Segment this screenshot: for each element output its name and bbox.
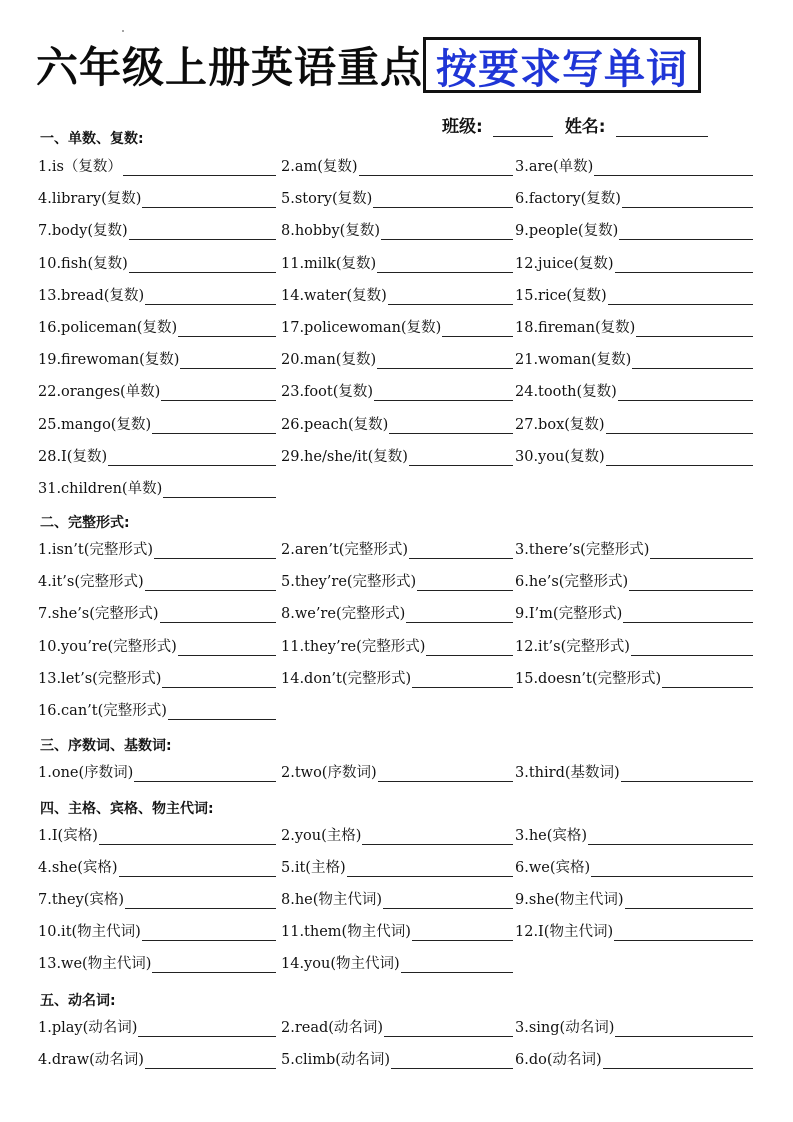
exercise-item: [515, 569, 753, 591]
exercise-row: [38, 823, 758, 847]
worksheet-title-boxed: 按要求写单词: [423, 37, 701, 93]
exercise-prompt: 3.sing(动名词): [515, 1020, 615, 1036]
answer-blank[interactable]: [373, 193, 513, 208]
exercise-item: [515, 251, 753, 273]
answer-blank[interactable]: [631, 641, 753, 656]
exercise-item: [38, 601, 276, 623]
section-heading: 四、主格、宾格、物主代词:: [40, 801, 214, 817]
exercise-item: [515, 412, 753, 434]
exercise-row: [38, 347, 758, 371]
exercise-prompt: 3.he(宾格): [515, 828, 588, 844]
exercise-prompt: 11.they’re(完整形式): [281, 638, 426, 655]
exercise-item: [515, 601, 753, 623]
exercise-prompt: 25.mango(复数): [38, 416, 152, 433]
exercise-prompt: 11.milk(复数): [281, 255, 377, 272]
exercise-prompt: 28.I(复数): [38, 448, 108, 465]
name-label: 姓名:: [564, 117, 606, 137]
exercise-prompt: 5.climb(动名词): [281, 1052, 391, 1068]
answer-blank[interactable]: [389, 419, 513, 434]
exercise-prompt: 14.water(复数): [281, 287, 387, 304]
exercise-prompt: 12.I(物主代词): [515, 924, 614, 940]
exercise-prompt: 4.draw(动名词): [38, 1052, 144, 1068]
exercise-row: [38, 154, 758, 178]
exercise-prompt: 9.she(物主代词): [515, 892, 624, 908]
exercise-item: [515, 823, 753, 845]
section-heading: 一、单数、复数:: [40, 131, 144, 147]
exercise-prompt: 3.there’s(完整形式): [515, 542, 650, 558]
answer-blank[interactable]: [119, 862, 276, 877]
exercise-prompt: 9.I’m(完整形式): [515, 606, 623, 623]
exercise-prompt: 2.am(复数): [281, 159, 358, 175]
exercise-item: [38, 887, 276, 909]
exercise-item: [281, 218, 513, 240]
exercise-item: [38, 283, 276, 305]
exercise-row: [38, 251, 758, 275]
answer-blank[interactable]: [162, 673, 276, 688]
student-info: [442, 112, 708, 137]
answer-blank[interactable]: [145, 1054, 276, 1069]
answer-blank[interactable]: [623, 608, 753, 623]
exercise-item: [515, 855, 753, 877]
exercise-item: [38, 154, 276, 176]
exercise-item: [281, 887, 513, 909]
exercise-item: [515, 919, 753, 941]
exercise-prompt: 10.fish(复数): [38, 255, 128, 272]
exercise-prompt: 5.they’re(完整形式): [281, 574, 417, 591]
exercise-row: [38, 315, 758, 339]
answer-blank[interactable]: [625, 894, 753, 909]
answer-blank[interactable]: [123, 161, 276, 176]
answer-blank[interactable]: [409, 451, 513, 466]
answer-blank[interactable]: [142, 193, 276, 208]
exercise-item: [38, 919, 276, 941]
exercise-row: [38, 666, 758, 690]
exercise-row: [38, 634, 758, 658]
exercise-prompt: 30.you(复数): [515, 448, 605, 465]
exercise-item: [281, 760, 513, 782]
exercise-item: [515, 347, 753, 369]
answer-blank[interactable]: [152, 958, 276, 973]
exercise-prompt: 1.isn’t(完整形式): [38, 542, 154, 558]
exercise-prompt: 10.it(物主代词): [38, 924, 141, 940]
answer-blank[interactable]: [650, 544, 753, 559]
exercise-prompt: 13.we(物主代词): [38, 956, 152, 972]
exercise-item: [515, 186, 753, 208]
exercise-prompt: 1.I(宾格): [38, 828, 98, 844]
exercise-prompt: 2.you(主格): [281, 828, 362, 844]
exercise-item: [515, 1047, 753, 1069]
exercise-row: [38, 444, 758, 468]
exercise-prompt: 8.hobby(复数): [281, 223, 380, 240]
exercise-item: [38, 476, 276, 498]
exercise-prompt: 1.one(序数词): [38, 765, 134, 781]
exercise-prompt: 26.peach(复数): [281, 416, 389, 433]
answer-blank[interactable]: [178, 641, 276, 656]
exercise-prompt: 6.he’s(完整形式): [515, 574, 629, 591]
exercise-row: [38, 1015, 758, 1039]
exercise-prompt: 17.policewoman(复数): [281, 320, 442, 336]
exercise-prompt: 2.aren’t(完整形式): [281, 542, 409, 558]
exercise-prompt: 20.man(复数): [281, 352, 377, 369]
exercise-prompt: 15.doesn’t(完整形式): [515, 670, 662, 687]
answer-blank[interactable]: [412, 926, 513, 941]
section-heading: 五、动名词:: [40, 993, 116, 1009]
answer-blank[interactable]: [594, 161, 753, 176]
answer-blank[interactable]: [129, 225, 276, 240]
exercise-row: [38, 569, 758, 593]
exercise-item: [38, 379, 276, 401]
exercise-item: [281, 315, 513, 337]
exercise-row: [38, 186, 758, 210]
answer-blank[interactable]: [606, 419, 753, 434]
answer-blank[interactable]: [347, 862, 513, 877]
exercise-item: [38, 218, 276, 240]
answer-blank[interactable]: [619, 225, 753, 240]
exercise-item: [515, 379, 753, 401]
answer-blank[interactable]: [145, 576, 276, 591]
exercise-row: [38, 1047, 758, 1071]
answer-blank[interactable]: [99, 830, 276, 845]
exercise-prompt: 11.them(物主代词): [281, 924, 411, 940]
exercise-item: [281, 1047, 513, 1069]
answer-blank[interactable]: [621, 767, 753, 782]
exercise-item: [281, 951, 513, 973]
exercise-prompt: 5.story(复数): [281, 191, 373, 208]
exercise-item: [38, 569, 276, 591]
answer-blank[interactable]: [178, 322, 276, 337]
exercise-row: [38, 601, 758, 625]
answer-blank[interactable]: [362, 830, 513, 845]
exercise-item: [38, 315, 276, 337]
exercise-item: [38, 823, 276, 845]
section-heading: 二、完整形式:: [40, 515, 130, 531]
answer-blank[interactable]: [632, 354, 753, 369]
answer-blank[interactable]: [591, 862, 753, 877]
worksheet-title: 六年级上册英语重点: [36, 43, 424, 92]
exercise-item: [281, 444, 513, 466]
exercise-prompt: 24.tooth(复数): [515, 384, 617, 401]
exercise-prompt: 23.foot(复数): [281, 384, 374, 401]
exercise-item: [38, 347, 276, 369]
exercise-item: [281, 251, 513, 273]
exercise-item: [281, 1015, 513, 1037]
exercise-prompt: 15.rice(复数): [515, 287, 607, 304]
exercise-row: [38, 887, 758, 911]
title-row: [36, 34, 701, 96]
answer-blank[interactable]: [384, 1022, 513, 1037]
answer-blank[interactable]: [588, 830, 753, 845]
answer-blank[interactable]: [381, 225, 513, 240]
answer-blank[interactable]: [152, 419, 276, 434]
exercise-item: [38, 186, 276, 208]
answer-blank[interactable]: [622, 193, 753, 208]
exercise-item: [281, 666, 513, 688]
exercise-prompt: 6.factory(复数): [515, 191, 621, 208]
answer-blank[interactable]: [359, 161, 513, 176]
exercise-item: [38, 760, 276, 782]
exercise-prompt: 12.juice(复数): [515, 255, 614, 272]
exercise-item: [281, 601, 513, 623]
exercise-item: [281, 537, 513, 559]
exercise-item: [38, 698, 276, 720]
exercise-item: [515, 444, 753, 466]
exercise-prompt: 19.firewoman(复数): [38, 352, 180, 369]
answer-blank[interactable]: [142, 926, 276, 941]
answer-blank[interactable]: [629, 576, 753, 591]
exercise-prompt: 3.third(基数词): [515, 765, 620, 781]
exercise-item: [281, 919, 513, 941]
exercise-prompt: 9.people(复数): [515, 223, 619, 240]
exercise-prompt: 1.play(动名词): [38, 1020, 138, 1036]
exercise-item: [281, 855, 513, 877]
exercise-item: [38, 251, 276, 273]
exercise-prompt: 6.do(动名词): [515, 1052, 602, 1068]
exercise-item: [38, 444, 276, 466]
exercise-item: [281, 186, 513, 208]
exercise-item: [38, 1047, 276, 1069]
exercise-item: [281, 823, 513, 845]
answer-blank[interactable]: [442, 322, 513, 337]
exercise-prompt: 18.fireman(复数): [515, 320, 636, 336]
exercise-prompt: 16.can’t(完整形式): [38, 703, 167, 719]
exercise-row: [38, 218, 758, 242]
exercise-item: [38, 666, 276, 688]
answer-blank[interactable]: [154, 544, 276, 559]
exercise-prompt: 2.two(序数词): [281, 765, 377, 781]
exercise-item: [281, 569, 513, 591]
exercise-prompt: 10.you’re(完整形式): [38, 638, 177, 655]
exercise-item: [515, 537, 753, 559]
exercise-prompt: 2.read(动名词): [281, 1020, 384, 1036]
exercise-item: [515, 760, 753, 782]
answer-blank[interactable]: [603, 1054, 753, 1069]
exercise-row: [38, 951, 758, 975]
exercise-row: [38, 379, 758, 403]
exercise-prompt: 4.she(宾格): [38, 860, 118, 876]
answer-blank[interactable]: [636, 322, 753, 337]
exercise-prompt: 21.woman(复数): [515, 352, 632, 369]
answer-blank[interactable]: [614, 926, 753, 941]
exercise-item: [38, 951, 276, 973]
answer-blank[interactable]: [615, 258, 753, 273]
exercise-row: [38, 919, 758, 943]
exercise-item: [281, 412, 513, 434]
exercise-item: [38, 1015, 276, 1037]
exercise-prompt: 5.it(主格): [281, 860, 346, 876]
class-blank[interactable]: [493, 118, 553, 137]
answer-blank[interactable]: [145, 290, 276, 305]
exercise-prompt: 13.let’s(完整形式): [38, 670, 162, 687]
answer-blank[interactable]: [409, 544, 513, 559]
exercise-prompt: 16.policeman(复数): [38, 320, 178, 336]
exercise-prompt: 8.he(物主代词): [281, 892, 383, 908]
exercise-prompt: 31.children(单数): [38, 481, 163, 497]
answer-blank[interactable]: [412, 673, 513, 688]
exercise-row: [38, 283, 758, 307]
exercise-item: [515, 666, 753, 688]
exercise-row: [38, 760, 758, 784]
exercise-prompt: 8.we’re(完整形式): [281, 606, 406, 623]
exercise-item: [515, 154, 753, 176]
answer-blank[interactable]: [168, 705, 276, 720]
exercise-prompt: 27.box(复数): [515, 416, 605, 433]
scan-speck: [122, 30, 124, 32]
answer-blank[interactable]: [138, 1022, 276, 1037]
exercise-row: [38, 698, 758, 722]
exercise-prompt: 7.she’s(完整形式): [38, 606, 159, 623]
answer-blank[interactable]: [608, 290, 753, 305]
answer-blank[interactable]: [426, 641, 513, 656]
exercise-item: [515, 315, 753, 337]
exercise-item: [281, 379, 513, 401]
exercise-prompt: 4.library(复数): [38, 191, 142, 208]
answer-blank[interactable]: [108, 451, 276, 466]
exercise-item: [515, 283, 753, 305]
exercise-item: [515, 887, 753, 909]
exercise-prompt: 29.he/she/it(复数): [281, 448, 408, 465]
answer-blank[interactable]: [134, 767, 276, 782]
name-blank[interactable]: [616, 118, 708, 137]
exercise-prompt: 7.body(复数): [38, 223, 128, 240]
exercise-item: [515, 1015, 753, 1037]
exercise-item: [38, 634, 276, 656]
exercise-prompt: 3.are(单数): [515, 159, 594, 175]
answer-blank[interactable]: [618, 386, 753, 401]
exercise-prompt: 12.it’s(完整形式): [515, 638, 630, 655]
exercise-row: [38, 476, 758, 500]
exercise-prompt: 14.don’t(完整形式): [281, 670, 412, 687]
exercise-prompt: 14.you(物主代词): [281, 956, 400, 972]
answer-blank[interactable]: [391, 1054, 513, 1069]
exercise-item: [38, 855, 276, 877]
answer-blank[interactable]: [163, 483, 276, 498]
exercise-item: [38, 412, 276, 434]
answer-blank[interactable]: [606, 451, 753, 466]
exercise-prompt: 7.they(宾格): [38, 892, 125, 908]
exercise-row: [38, 412, 758, 436]
exercise-prompt: 4.it’s(完整形式): [38, 574, 144, 591]
exercise-item: [281, 347, 513, 369]
answer-blank[interactable]: [662, 673, 753, 688]
answer-blank[interactable]: [406, 608, 513, 623]
exercise-item: [515, 634, 753, 656]
exercise-prompt: 13.bread(复数): [38, 287, 145, 304]
exercise-row: [38, 855, 758, 879]
answer-blank[interactable]: [401, 958, 513, 973]
exercise-item: [515, 218, 753, 240]
exercise-prompt: 22.oranges(单数): [38, 384, 161, 401]
answer-blank[interactable]: [180, 354, 276, 369]
exercise-row: [38, 537, 758, 561]
answer-blank[interactable]: [383, 894, 513, 909]
answer-blank[interactable]: [377, 354, 513, 369]
answer-blank[interactable]: [377, 258, 513, 273]
exercise-item: [281, 154, 513, 176]
answer-blank[interactable]: [160, 608, 276, 623]
answer-blank[interactable]: [417, 576, 513, 591]
exercise-prompt: 1.is（复数）: [38, 159, 122, 175]
exercise-prompt: 6.we(宾格): [515, 860, 591, 876]
section-heading: 三、序数词、基数词:: [40, 738, 172, 754]
answer-blank[interactable]: [374, 386, 513, 401]
answer-blank[interactable]: [615, 1022, 753, 1037]
class-label: 班级:: [442, 117, 483, 137]
exercise-item: [281, 634, 513, 656]
answer-blank[interactable]: [129, 258, 276, 273]
exercise-item: [38, 537, 276, 559]
answer-blank[interactable]: [125, 894, 276, 909]
answer-blank[interactable]: [388, 290, 513, 305]
answer-blank[interactable]: [378, 767, 513, 782]
answer-blank[interactable]: [161, 386, 276, 401]
exercise-item: [281, 283, 513, 305]
